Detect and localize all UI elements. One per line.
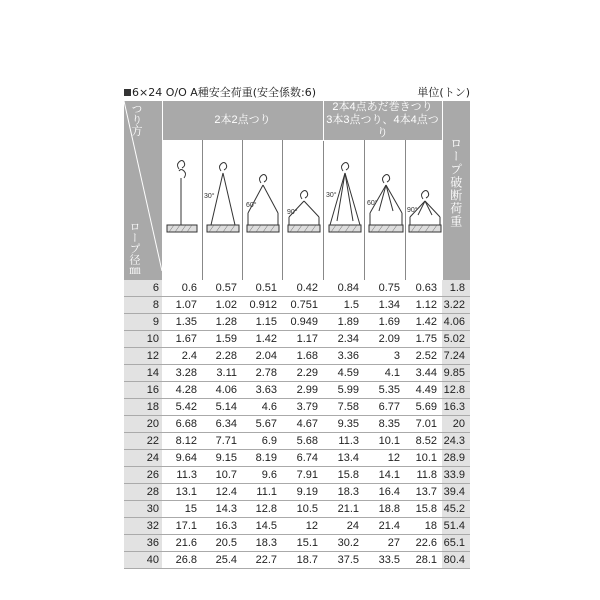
safe-load-cell: 0.75 <box>364 280 405 297</box>
safe-load-cell: 10.1 <box>405 450 442 467</box>
breaking-load-label: ロープ破断荷重 <box>448 137 463 228</box>
rope-diameter-cell: 8 <box>124 297 162 314</box>
safe-load-cell: 16.3 <box>202 518 242 535</box>
safe-load-cell: 0.51 <box>242 280 282 297</box>
safe-load-cell: 20.5 <box>202 535 242 552</box>
rope-diameter-cell: 24 <box>124 450 162 467</box>
safe-load-cell: 1.42 <box>242 331 282 348</box>
safe-load-cell: 9.15 <box>202 450 242 467</box>
safe-load-cell: 1.89 <box>323 314 364 331</box>
safe-load-cell: 7.58 <box>323 399 364 416</box>
breaking-load-cell: 28.9 <box>442 450 470 467</box>
safe-load-cell: 1.07 <box>162 297 202 314</box>
breaking-load-cell: 3.22 <box>442 297 470 314</box>
safe-load-cell: 2.34 <box>323 331 364 348</box>
table-row <box>124 399 470 416</box>
safe-load-cell: 4.06 <box>202 382 242 399</box>
safe-load-cell: 15.8 <box>323 467 364 484</box>
safe-load-cell: 27 <box>364 535 405 552</box>
rope-diameter-cell: 28 <box>124 484 162 501</box>
rope-diameter-cell: 22 <box>124 433 162 450</box>
breaking-load-cell: 45.2 <box>442 501 470 518</box>
rope-diameter-cell: 16 <box>124 382 162 399</box>
table-row <box>124 484 470 501</box>
safe-load-cell: 18.7 <box>282 552 323 569</box>
rope-diameter-label: ロープ径㎜ <box>128 221 140 276</box>
diagram-2pt-30 <box>202 141 242 281</box>
safe-load-cell: 4.49 <box>405 382 442 399</box>
breaking-load-cell: 4.06 <box>442 314 470 331</box>
angle-label: 30° <box>203 193 215 200</box>
breaking-load-cell: 1.8 <box>442 280 470 297</box>
breaking-load-cell: 24.3 <box>442 433 470 450</box>
safe-load-cell: 2.09 <box>364 331 405 348</box>
safe-load-cell: 15.8 <box>405 501 442 518</box>
safe-load-cell: 12 <box>364 450 405 467</box>
safe-load-cell: 8.12 <box>162 433 202 450</box>
safe-load-cell: 2.28 <box>202 348 242 365</box>
safe-load-cell: 21.4 <box>364 518 405 535</box>
safe-load-cell: 2.99 <box>282 382 323 399</box>
safe-load-cell: 1.5 <box>323 297 364 314</box>
safe-load-cell: 13.1 <box>162 484 202 501</box>
safe-load-cell: 0.751 <box>282 297 323 314</box>
safe-load-cell: 9.19 <box>282 484 323 501</box>
diagram-2pt-90 <box>282 141 323 281</box>
safe-load-cell: 3.11 <box>202 365 242 382</box>
table-row <box>124 416 470 433</box>
group-2pt-header: 2本2点つり <box>162 101 323 141</box>
breaking-load-cell: 16.3 <box>442 399 470 416</box>
safe-load-cell: 4.67 <box>282 416 323 433</box>
angle-label: 60° <box>245 202 257 209</box>
rope-diameter-cell: 32 <box>124 518 162 535</box>
table-row <box>124 382 470 399</box>
table-row <box>124 280 470 297</box>
safe-load-cell: 8.19 <box>242 450 282 467</box>
table-row <box>124 535 470 552</box>
safe-load-cell: 13.4 <box>323 450 364 467</box>
table-row <box>124 450 470 467</box>
safe-load-cell: 0.949 <box>282 314 323 331</box>
safe-load-cell: 0.912 <box>242 297 282 314</box>
safe-load-cell: 11.3 <box>323 433 364 450</box>
safe-load-cell: 22.7 <box>242 552 282 569</box>
safe-load-cell: 24 <box>323 518 364 535</box>
safe-load-cell: 1.75 <box>405 331 442 348</box>
safe-load-cell: 11.8 <box>405 467 442 484</box>
safe-load-cell: 3.79 <box>282 399 323 416</box>
rope-diameter-cell: 36 <box>124 535 162 552</box>
safe-load-cell: 22.6 <box>405 535 442 552</box>
safe-load-cell: 30.2 <box>323 535 364 552</box>
safe-load-cell: 21.1 <box>323 501 364 518</box>
safe-load-cell: 1.15 <box>242 314 282 331</box>
rope-diameter-cell: 40 <box>124 552 162 569</box>
table-body <box>124 280 470 569</box>
diagram-multi-30 <box>323 141 364 281</box>
safe-load-cell: 5.67 <box>242 416 282 433</box>
safe-load-cell: 5.99 <box>323 382 364 399</box>
safe-load-cell: 21.6 <box>162 535 202 552</box>
diagram-multi-90 <box>405 141 442 281</box>
safe-load-cell: 3.63 <box>242 382 282 399</box>
safe-load-cell: 33.5 <box>364 552 405 569</box>
breaking-load-cell: 65.1 <box>442 535 470 552</box>
safe-load-cell: 15.1 <box>282 535 323 552</box>
safe-load-table <box>124 101 470 569</box>
safe-load-cell: 0.63 <box>405 280 442 297</box>
breaking-load-cell: 33.9 <box>442 467 470 484</box>
safe-load-cell: 4.1 <box>364 365 405 382</box>
rope-diameter-cell: 30 <box>124 501 162 518</box>
safe-load-cell: 9.64 <box>162 450 202 467</box>
safe-load-cell: 6.34 <box>202 416 242 433</box>
table-row <box>124 518 470 535</box>
table-spec: 6×24 O/O A種安全荷重(安全係数:6) <box>132 86 317 99</box>
table-row <box>124 433 470 450</box>
safe-load-cell: 15 <box>162 501 202 518</box>
safe-load-cell: 5.42 <box>162 399 202 416</box>
safe-load-cell: 1.02 <box>202 297 242 314</box>
safe-load-cell: 3.28 <box>162 365 202 382</box>
diagram-multi-60 <box>364 141 405 281</box>
safe-load-cell: 9.6 <box>242 467 282 484</box>
rope-diameter-cell: 9 <box>124 314 162 331</box>
rope-diameter-cell: 10 <box>124 331 162 348</box>
safe-load-cell: 1.12 <box>405 297 442 314</box>
breaking-load-cell: 9.85 <box>442 365 470 382</box>
safe-load-cell: 4.59 <box>323 365 364 382</box>
safe-load-cell: 18.8 <box>364 501 405 518</box>
safe-load-cell: 1.69 <box>364 314 405 331</box>
breaking-load-cell: 12.8 <box>442 382 470 399</box>
safe-load-cell: 14.1 <box>364 467 405 484</box>
breaking-load-cell: 39.4 <box>442 484 470 501</box>
breaking-load-header <box>442 101 470 280</box>
safe-load-cell: 16.4 <box>364 484 405 501</box>
safe-load-cell: 0.6 <box>162 280 202 297</box>
safe-load-cell: 5.68 <box>282 433 323 450</box>
safe-load-cell: 18 <box>405 518 442 535</box>
breaking-load-cell: 51.4 <box>442 518 470 535</box>
safe-load-cell: 0.84 <box>323 280 364 297</box>
angle-label: 90° <box>406 207 418 214</box>
table-row <box>124 501 470 518</box>
safe-load-cell: 25.4 <box>202 552 242 569</box>
safe-load-cell: 5.69 <box>405 399 442 416</box>
safe-load-cell: 4.6 <box>242 399 282 416</box>
breaking-load-cell: 20 <box>442 416 470 433</box>
safe-load-cell: 6.77 <box>364 399 405 416</box>
safe-load-cell: 13.7 <box>405 484 442 501</box>
safe-load-cell: 18.3 <box>242 535 282 552</box>
table-row <box>124 297 470 314</box>
rope-diameter-cell: 6 <box>124 280 162 297</box>
diagram-vertical <box>162 141 202 281</box>
corner-header <box>124 101 162 280</box>
group-multi-line1: 2本4点あだ巻きつり <box>332 101 433 113</box>
safe-load-cell: 3 <box>364 348 405 365</box>
safe-load-cell: 1.42 <box>405 314 442 331</box>
safe-load-cell: 8.52 <box>405 433 442 450</box>
breaking-load-cell: 7.24 <box>442 348 470 365</box>
rope-diameter-cell: 14 <box>124 365 162 382</box>
rope-diameter-cell: 26 <box>124 467 162 484</box>
breaking-load-cell: 5.02 <box>442 331 470 348</box>
breaking-load-cell: 80.4 <box>442 552 470 569</box>
rope-diameter-cell: 12 <box>124 348 162 365</box>
safe-load-cell: 5.14 <box>202 399 242 416</box>
table-row <box>124 365 470 382</box>
angle-label: 30° <box>325 192 337 199</box>
safe-load-cell: 2.29 <box>282 365 323 382</box>
safe-load-cell: 1.34 <box>364 297 405 314</box>
safe-load-cell: 7.91 <box>282 467 323 484</box>
safe-load-cell: 1.17 <box>282 331 323 348</box>
table-row <box>124 467 470 484</box>
safe-load-cell: 26.8 <box>162 552 202 569</box>
safe-load-cell: 9.35 <box>323 416 364 433</box>
safe-load-cell: 1.35 <box>162 314 202 331</box>
safe-load-cell: 5.35 <box>364 382 405 399</box>
safe-load-cell: 37.5 <box>323 552 364 569</box>
safe-load-cell: 14.3 <box>202 501 242 518</box>
safe-load-cell: 2.4 <box>162 348 202 365</box>
unit-label: 単位(トン) <box>417 86 470 99</box>
safe-load-cell: 7.01 <box>405 416 442 433</box>
safe-load-cell: 6.68 <box>162 416 202 433</box>
rope-diameter-cell: 18 <box>124 399 162 416</box>
safe-load-cell: 12.8 <box>242 501 282 518</box>
safe-load-cell: 11.3 <box>162 467 202 484</box>
table-row <box>124 314 470 331</box>
hanging-method-label: つり方 <box>130 103 142 136</box>
table-title-row <box>124 84 470 100</box>
safe-load-cell: 14.5 <box>242 518 282 535</box>
angle-label: 60° <box>366 200 378 207</box>
safe-load-cell: 28.1 <box>405 552 442 569</box>
diagram-2pt-60 <box>242 141 282 281</box>
safe-load-cell: 12 <box>282 518 323 535</box>
table-row <box>124 331 470 348</box>
rope-diameter-cell: 20 <box>124 416 162 433</box>
safe-load-cell: 10.5 <box>282 501 323 518</box>
safe-load-cell: 1.67 <box>162 331 202 348</box>
safe-load-cell: 17.1 <box>162 518 202 535</box>
safe-load-cell: 12.4 <box>202 484 242 501</box>
table-row <box>124 552 470 569</box>
safe-load-cell: 3.44 <box>405 365 442 382</box>
safe-load-cell: 10.7 <box>202 467 242 484</box>
table-title <box>124 84 316 100</box>
safe-load-cell: 1.68 <box>282 348 323 365</box>
angle-label: 90° <box>286 209 298 216</box>
safe-load-cell: 0.42 <box>282 280 323 297</box>
table-row <box>124 348 470 365</box>
safe-load-cell: 10.1 <box>364 433 405 450</box>
safe-load-cell: 7.71 <box>202 433 242 450</box>
safe-load-cell: 1.28 <box>202 314 242 331</box>
safe-load-cell: 4.28 <box>162 382 202 399</box>
safe-load-cell: 2.04 <box>242 348 282 365</box>
square-bullet-icon <box>124 89 131 96</box>
group-multi-header <box>323 101 442 141</box>
safe-load-cell: 0.57 <box>202 280 242 297</box>
safe-load-cell: 6.74 <box>282 450 323 467</box>
safe-load-cell: 3.36 <box>323 348 364 365</box>
safe-load-cell: 6.9 <box>242 433 282 450</box>
safe-load-cell: 2.52 <box>405 348 442 365</box>
safe-load-cell: 1.59 <box>202 331 242 348</box>
safe-load-cell: 8.35 <box>364 416 405 433</box>
safe-load-cell: 18.3 <box>323 484 364 501</box>
safe-load-cell: 11.1 <box>242 484 282 501</box>
safe-load-cell: 2.78 <box>242 365 282 382</box>
group-multi-line2: 3本3点つり、4本4点つり <box>326 114 439 139</box>
